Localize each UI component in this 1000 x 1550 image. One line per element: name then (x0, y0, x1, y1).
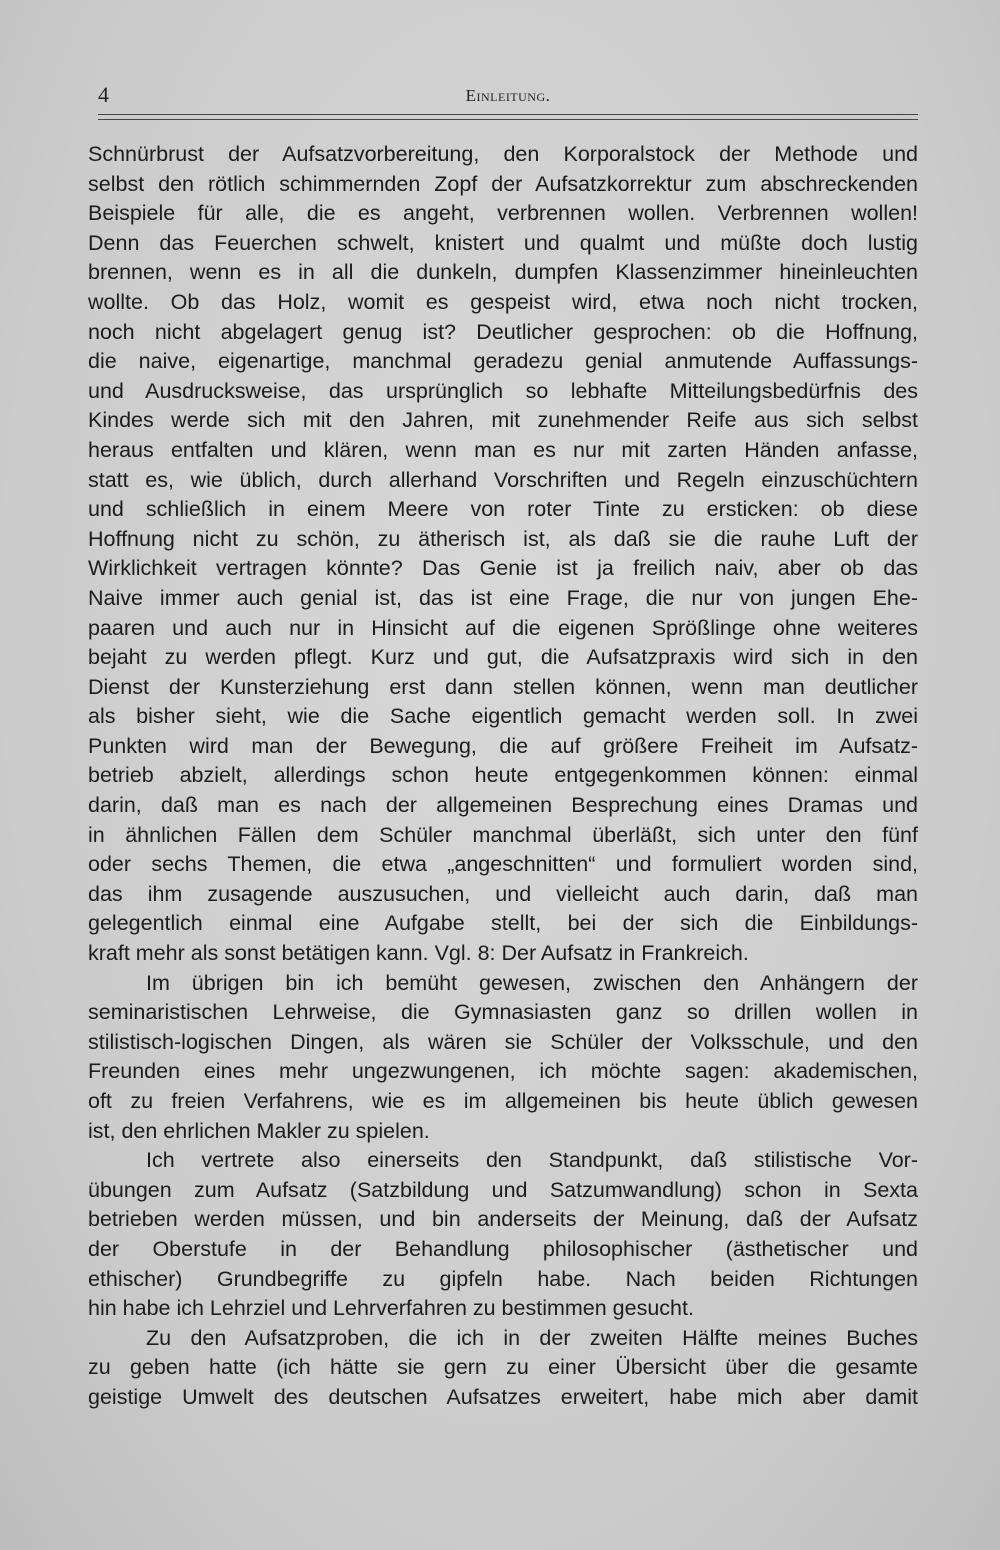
text-line: statt es, wie üblich, durch allerhand Vorschriften und Regeln einzuschüchtern (88, 467, 918, 492)
text-line: heraus entfalten und klären, wenn man es nur mit zarten Händen anfasse, (88, 437, 918, 462)
text-line: selbst den rötlich schimmernden Zopf der Aufsatzkorrektur zum abschreckenden (88, 171, 918, 196)
header-rule-bottom (98, 119, 918, 120)
text-line: Schnürbrust der Aufsatzvorbereitung, den Korporalstock der Methode und (88, 142, 918, 166)
text-line: Kindes werde sich mit den Jahren, mit zunehmender Reife aus sich selbst (88, 408, 918, 433)
text-line: Beispiele für alle, die es angeht, verbrennen wollen. Verbrennen wollen! (88, 201, 918, 226)
text-line: Punkten wird man der Bewegung, die auf größere Freiheit im Aufsatz- (88, 733, 918, 758)
text-line: oder sechs Themen, die etwa „angeschnitten“ und formuliert worden sind, (88, 852, 918, 877)
text-line: in ähnlichen Fällen dem Schüler manchmal überläßt, sich unter den fünf (88, 822, 918, 847)
text-line: kraft mehr als sonst betätigen kann. Vgl. 8: Der Aufsatz in Frankreich. (88, 941, 749, 966)
text-line: Freunden eines mehr ungezwungenen, ich möchte sagen: akademischen, (88, 1059, 918, 1084)
text-line: Denn das Feuerchen schwelt, knistert und qualmt und müßte doch lustig (88, 230, 918, 255)
text-line: die naive, eigenartige, manchmal geradezu genial anmutende Auffassungs- (88, 349, 918, 374)
body-text (88, 140, 918, 1413)
text-line: Wirklichkeit vertragen könnte? Das Genie ist ja freilich naiv, aber ob das (88, 556, 918, 581)
text-line: betrieb abzielt, allerdings schon heute entgegenkommen können: einmal (88, 763, 918, 788)
text-line: noch nicht abgelagert genug ist? Deutlicher gesprochen: ob die Hoffnung, (88, 319, 918, 344)
text-line: ethischer) Grundbegriffe zu gipfeln habe. Nach beiden Richtungen (88, 1266, 918, 1291)
text-line: Zu den Aufsatzproben, die ich in der zweiten Hälfte meines Buches (146, 1325, 918, 1350)
text-line: und schließlich in einem Meere von roter Tinte zu ersticken: ob diese (88, 497, 918, 522)
text-line: und Ausdrucksweise, das ursprünglich so lebhafte Mitteilungsbedürfnis des (88, 378, 918, 403)
text-line: das ihm zusagende auszusuchen, und vielleicht auch darin, daß man (88, 881, 918, 906)
page-number: 4 (98, 82, 109, 107)
text-line: Im übrigen bin ich bemüht gewesen, zwischen den Anhängern der (146, 970, 918, 995)
text-line: betrieben werden müssen, und bin anderseits der Meinung, daß der Aufsatz (88, 1207, 918, 1232)
text-line: ist, den ehrlichen Makler zu spielen. (88, 1118, 430, 1143)
text-line: Dienst der Kunsterziehung erst dann stellen können, wenn man deutlicher (88, 674, 918, 699)
text-line: bejaht zu werden pflegt. Kurz und gut, die Aufsatzpraxis wird sich in den (88, 645, 918, 670)
text-line: Naive immer auch genial ist, das ist eine Frage, die nur von jungen Ehe- (88, 585, 918, 610)
running-head: Einleitung. (465, 86, 551, 105)
text-line: oft zu freien Verfahrens, wie es im allgemeinen bis heute üblich gewesen (88, 1089, 918, 1113)
text-line: paaren und auch nur in Hinsicht auf die eigenen Sprößlinge ohne weiteres (88, 615, 918, 640)
text-line: geistige Umwelt des deutschen Aufsatzes erweitert, habe mich aber damit (88, 1384, 918, 1409)
text-line: Ich vertrete also einerseits den Standpunkt, daß stilistische Vor- (146, 1148, 918, 1173)
text-line: Hoffnung nicht zu schön, zu ätherisch ist, als daß sie die rauhe Luft der (88, 526, 918, 551)
page-header (98, 82, 918, 112)
header-rule-top (98, 114, 918, 115)
text-line: als bisher sieht, wie die Sache eigentlich gemacht werden soll. In zwei (88, 704, 918, 729)
text-line: gelegentlich einmal eine Aufgabe stellt, bei der sich die Einbildungs- (88, 911, 918, 936)
text-line: zu geben hatte (ich hätte sie gern zu einer Übersicht über die gesamte (88, 1355, 918, 1380)
text-line: brennen, wenn es in all die dunkeln, dumpfen Klassenzimmer hineinleuchten (88, 260, 918, 285)
text-line: stilistisch-logischen Dingen, als wären sie Schüler der Volksschule, und den (88, 1029, 918, 1054)
text-line: wollte. Ob das Holz, womit es gespeist wird, etwa noch nicht trocken, (88, 289, 918, 314)
text-line: der Oberstufe in der Behandlung philosophischer (ästhetischer und (88, 1236, 918, 1261)
text-line: übungen zum Aufsatz (Satzbildung und Satzumwandlung) schon in Sexta (88, 1177, 918, 1202)
text-line: seminaristischen Lehrweise, die Gymnasiasten ganz so drillen wollen in (88, 1000, 918, 1025)
text-line: hin habe ich Lehrziel und Lehrverfahren zu bestimmen gesucht. (88, 1296, 694, 1321)
text-line: darin, daß man es nach der allgemeinen Besprechung eines Dramas und (88, 793, 918, 818)
